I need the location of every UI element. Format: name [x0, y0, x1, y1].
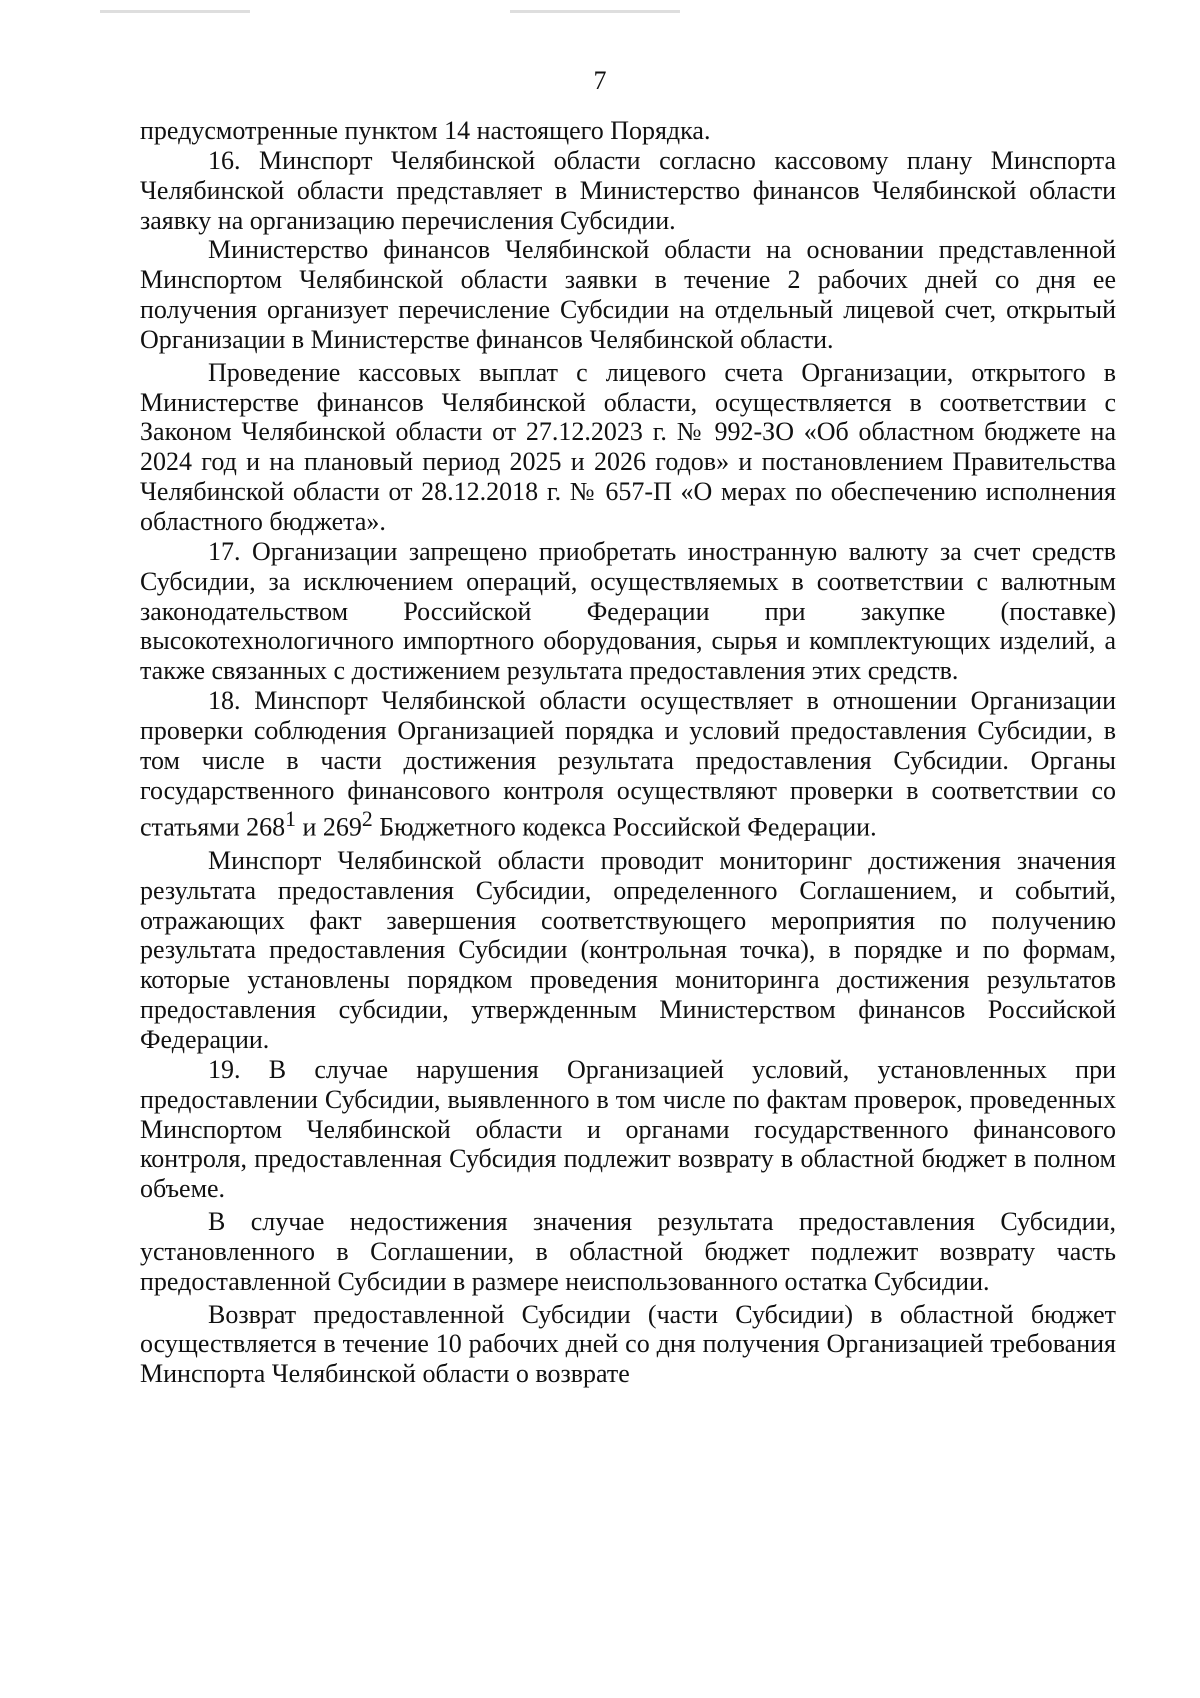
paragraph-16-cash-payments: Проведение кассовых выплат с лицевого счета Организации, открытого в Министерстве финансов Челябинской области, осуществляется в соответствии с Законом Челябинской области от 27.12.2023 г. № 992-ЗО «Об областном бюджете на 2024 год и на плановый период 2025 и 2026 годов» и постановлением Правительства Челябинской области от 28.12.2018 г. № 657-П «О мерах по обеспечению исполнения областного бюджета».	[140, 357, 1116, 536]
scan-artifact	[100, 10, 250, 13]
paragraph-18-text-end: Бюджетного кодекса Российской Федерации.	[372, 813, 877, 843]
scan-artifact	[510, 10, 680, 13]
footnote-superscript: 1	[285, 807, 296, 832]
paragraph-19: 19. В случае нарушения Организацией условий, установленных при предоставлении Субсидии, выявленного в том числе по фактам проверок, проведенных Минспортом Челябинской области и органами государственного финансового контроля, предоставленная Субсидия подлежит возврату в областной бюджет в полном объеме.	[140, 1054, 1116, 1204]
paragraph-19-partial-return: В случае недостижения значения результата предоставления Субсидии, установленного в Соглашении, в областной бюджет подлежит возврату часть предоставленной Субсидии в размере неиспользованного остатка Субсидии.	[140, 1207, 1116, 1296]
paragraph-18-monitoring: Минспорт Челябинской области проводит мониторинг достижения значения результата предоставления Субсидии, определенного Соглашением, и событий, отражающих факт завершения соответствующего мероприятия по получению результата предоставления Субсидии (контрольная точка), в порядке и по формам, которые установлены порядком проведения мониторинга достижения результатов предоставления субсидии, утвержденным Министерством финансов Российской Федерации.	[140, 845, 1116, 1054]
document-body	[140, 116, 1116, 1389]
paragraph-18	[140, 686, 1116, 843]
page-number: 7	[593, 66, 607, 95]
paragraph-17: 17. Организации запрещено приобретать иностранную валюту за счет средств Субсидии, за исключением операций, осуществляемых в соответствии с валютным законодательством Российской Федерации при закупке (поставке) высокотехнологичного импортного оборудования, сырья и комплектующих изделий, а также связанных с достижением результата предоставления этих средств.	[140, 536, 1116, 686]
paragraph-18-text-middle: и 269	[295, 813, 362, 843]
footnote-superscript: 2	[361, 807, 373, 832]
paragraph-18-text-start: 18. Минспорт Челябинской области осуществляет в отношении Организации проверки соблюдения Организацией порядка и условий предоставления Субсидии, в том числе в части достижения результата предоставления Субсидии. Органы государственного финансового контроля осуществляют проверки в соответствии со статьями 268	[140, 686, 1116, 843]
paragraph-continuation: предусмотренные пунктом 14 настоящего Порядка.	[140, 116, 711, 145]
paragraph-16-finance-ministry: Министерство финансов Челябинской области на основании представленной Минспортом Челябинской области заявки в течение 2 рабочих дней со дня ее получения организует перечисление Субсидии на отдельный лицевой счет, открытый Организации в Министерстве финансов Челябинской области.	[140, 235, 1116, 354]
paragraph-19-return-procedure: Возврат предоставленной Субсидии (части Субсидии) в областной бюджет осуществляется в течение 10 рабочих дней со дня получения Организацией требования Минспорта Челябинской области о возврате	[140, 1299, 1116, 1389]
paragraph-16: 16. Минспорт Челябинской области согласно кассовому плану Минспорта Челябинской области представляет в Министерство финансов Челябинской области заявку на организацию перечисления Субсидии.	[140, 145, 1116, 235]
